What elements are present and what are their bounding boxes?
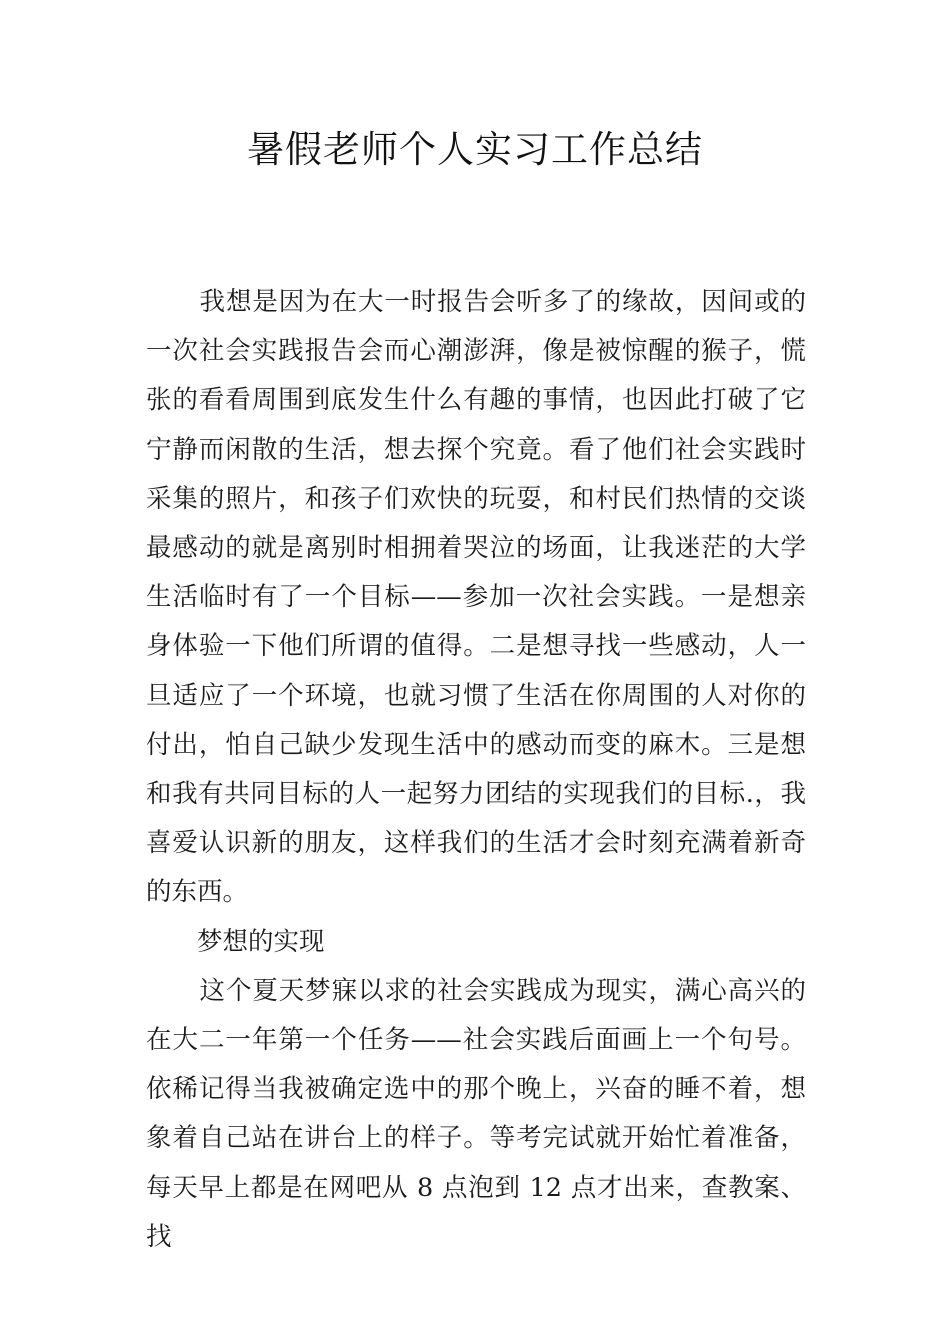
section-heading: 梦想的实现 xyxy=(197,926,325,957)
paragraph-intro: 我想是因为在大一时报告会听多了的缘故，因间或的一次社会实践报告会而心潮澎湃，像是被惊醒的猴子，慌张的看看周围到底发生什么有趣的事情，也因此打破了它宁静而闲散的生活，想去探个究竟。看了他们社会实践时采集的照片，和孩子们欢快的玩耍，和村民们热情的交谈最感动的就是离别时相拥着哭泣的场面，让我迷茫的大学生活临时有了一个目标——参加一次社会实践。一是想亲身体验一下他们所谓的值得。二是想寻找一些感动，人一旦适应了一个环境，也就习惯了生活在你周围的人对你的付出，怕自己缺少发现生活中的感动而变的麻木。三是想和我有共同目标的人一起努力团结的实现我们的目标.，我喜爱认识新的朋友，这样我们的生活才会时刻充满着新奇的东西。 xyxy=(146,287,806,908)
document-body xyxy=(146,278,806,1262)
document-title: 暑假老师个人实习工作总结 xyxy=(247,128,703,171)
paragraph-realization: 这个夏天梦寐以求的社会实践成为现实，满心高兴的在大二一年第一个任务——社会实践后面画上一个句号。依稀记得当我被确定选中的那个晚上，兴奋的睡不着，想象着自己站在讲台上的样子。等考完试就开始忙着准备，每天早上都是在网吧从 8 点泡到 12 点才出来，查教案、找 xyxy=(146,975,806,1252)
